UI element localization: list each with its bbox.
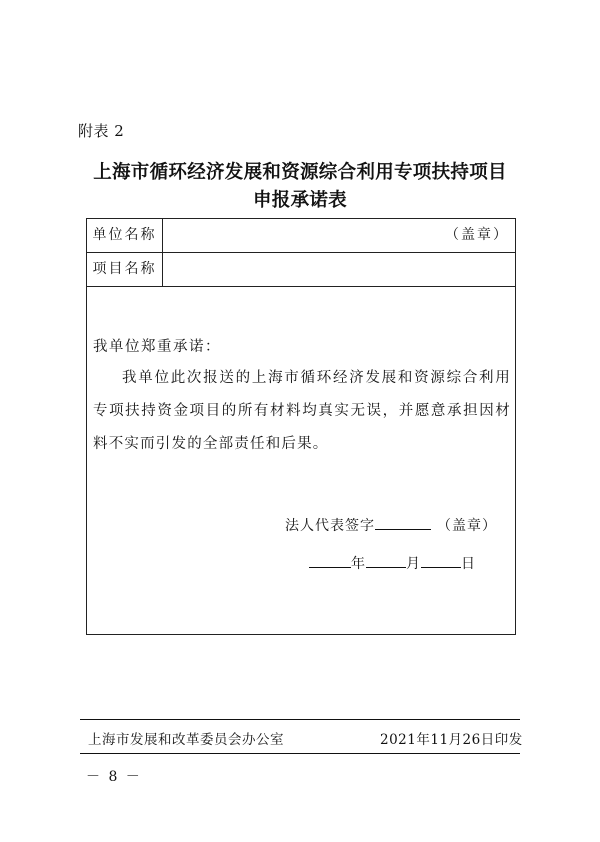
day-blank[interactable] (421, 553, 461, 568)
unit-name-field[interactable] (163, 219, 515, 252)
date-line (309, 553, 476, 573)
print-date: 2021年11月26日印发 (380, 732, 523, 748)
project-name-label: 项目名称 (87, 253, 163, 286)
year-label: 年 (351, 556, 366, 572)
promise-intro: 我单位郑重承诺： (93, 339, 221, 355)
page-number: － 8 － (86, 769, 142, 785)
signature-label: 法人代表签字 (285, 518, 375, 534)
project-name-field[interactable] (163, 253, 515, 286)
unit-name-label: 单位名称 (87, 219, 163, 252)
year-blank[interactable] (309, 553, 351, 568)
commitment-form (86, 218, 516, 635)
attachment-label: 附表 2 (78, 122, 125, 140)
promise-body: 我单位此次报送的上海市循环经济发展和资源综合利用专项扶持资金项目的所有材料均真实无误，并愿意承担因材料不实而引发的全部责任和后果。 (93, 370, 511, 452)
unit-seal-label: （盖章） (445, 227, 509, 243)
day-label: 日 (461, 556, 476, 572)
month-blank[interactable] (366, 553, 406, 568)
footer-rule-top (80, 719, 520, 720)
signature-seal: （盖章） (437, 518, 497, 534)
form-title-line2: 申报承诺表 (252, 190, 347, 211)
month-label: 月 (406, 556, 421, 572)
signature-blank[interactable] (375, 515, 431, 530)
issuing-office: 上海市发展和改革委员会办公室 (88, 732, 284, 748)
form-title-line1: 上海市循环经济发展和资源综合利用专项扶持项目 (93, 162, 507, 183)
unit-name-row (87, 219, 515, 253)
project-name-row (87, 253, 515, 287)
footer-rule-bottom (80, 753, 520, 754)
signature-line (285, 515, 497, 535)
